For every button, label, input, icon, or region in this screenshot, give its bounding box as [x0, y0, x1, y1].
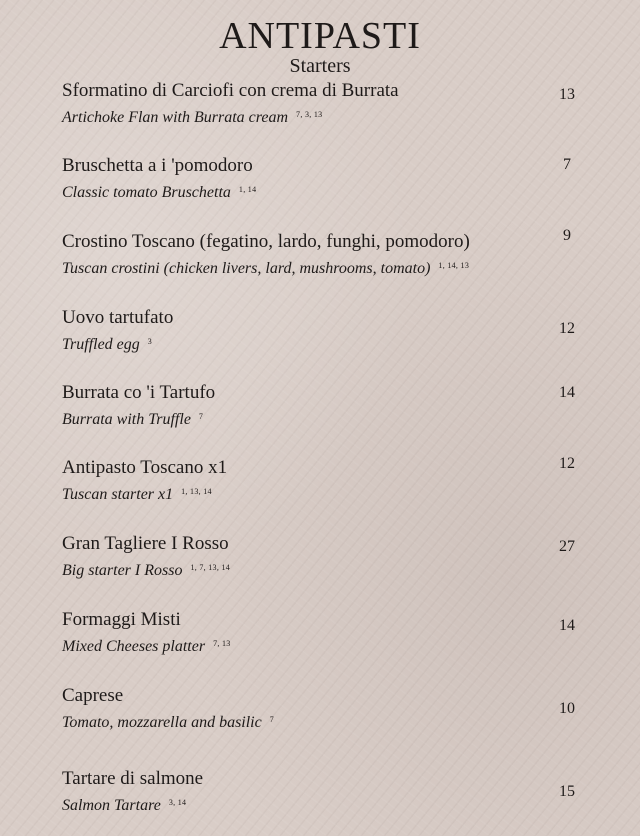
dish-name: Gran Tagliere I Rosso [62, 533, 229, 554]
dish-description [62, 332, 152, 355]
dish-price: 14 [559, 384, 575, 401]
dish-description [62, 180, 256, 203]
dish-description [62, 105, 322, 128]
dish-allergens: 1, 14 [238, 185, 257, 194]
dish-price: 9 [563, 227, 571, 244]
dish-price: 7 [563, 156, 571, 173]
dish-name: Tartare di salmone [62, 768, 204, 789]
dish-description-text: Truffled egg [62, 336, 140, 353]
dish-allergens: 7, 13 [213, 639, 231, 648]
menu-subtitle: Starters [289, 55, 351, 77]
dish-allergens: 7, 3, 13 [296, 110, 323, 119]
dish-description [62, 482, 212, 505]
dish-description [62, 407, 203, 430]
dish-name: Caprese [62, 685, 124, 706]
dish-name: Crostino Toscano (fegatino, lardo, funghi, pomodoro) [62, 231, 470, 252]
dish-description [62, 793, 186, 816]
dish-description-text: Salmon Tartare [62, 797, 161, 814]
dish-description-text: Classic tomato Bruschetta [62, 184, 231, 201]
dish-name: Antipasto Toscano x1 [62, 457, 228, 478]
dish-name: Burrata co 'i Tartufo [62, 382, 216, 403]
dish-allergens: 3 [147, 337, 153, 346]
dish-allergens: 1, 14, 13 [438, 261, 470, 270]
dish-name: Sformatino di Carciofi con crema di Burrata [62, 80, 399, 101]
dish-description-text: Artichoke Flan with Burrata cream [62, 109, 289, 126]
dish-price: 15 [559, 783, 575, 800]
dish-allergens: 7 [198, 412, 204, 421]
dish-allergens: 7 [269, 715, 275, 724]
dish-description [62, 634, 231, 657]
dish-allergens: 1, 13, 14 [181, 487, 212, 496]
dish-description [62, 710, 274, 733]
dish-price: 10 [559, 700, 575, 717]
dish-description-text: Burrata with Truffle [62, 411, 191, 428]
dish-name: Bruschetta a i 'pomodoro [62, 155, 253, 176]
dish-description [62, 256, 469, 279]
dish-description-text: Tuscan starter x1 [62, 486, 174, 503]
dish-name: Formaggi Misti [62, 609, 181, 630]
dish-description-text: Big starter I Rosso [62, 562, 183, 579]
menu-title: ANTIPASTI [219, 15, 421, 57]
dish-description-text: Tomato, mozzarella and basilic [62, 714, 262, 731]
dish-description-text: Tuscan crostini (chicken livers, lard, mushrooms, tomato) [62, 260, 431, 277]
dish-allergens: 3, 14 [168, 798, 187, 807]
dish-allergens: 1, 7, 13, 14 [190, 563, 231, 572]
dish-price: 12 [559, 455, 575, 472]
dish-name: Uovo tartufato [62, 307, 174, 328]
dish-price: 12 [559, 320, 575, 337]
dish-price: 14 [559, 617, 575, 634]
dish-price: 13 [559, 86, 575, 103]
dish-description [62, 558, 230, 581]
dish-description-text: Mixed Cheeses platter [62, 638, 206, 655]
dish-price: 27 [559, 538, 575, 555]
